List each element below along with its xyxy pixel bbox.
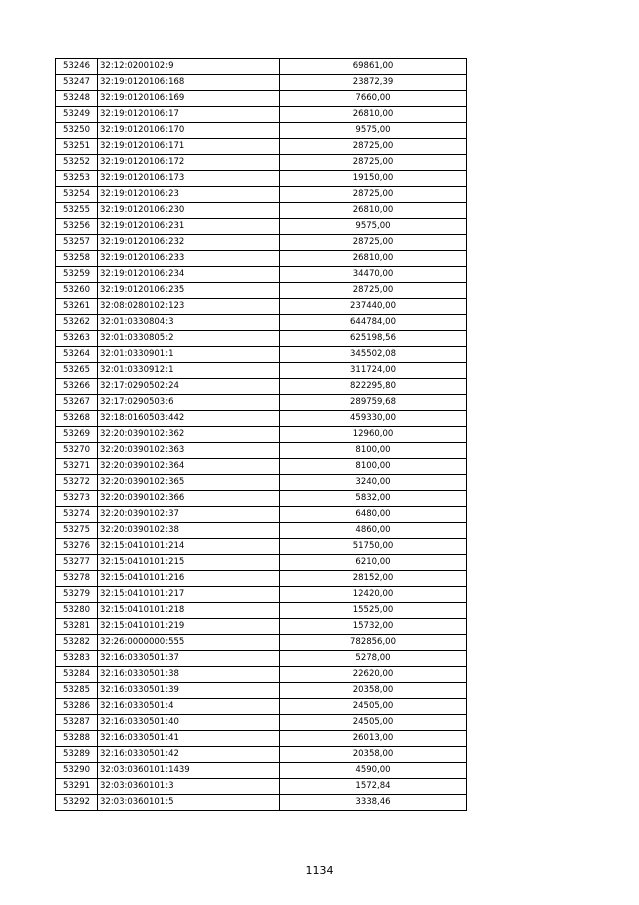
cadastral-number-cell: 32:15:0410101:214: [98, 539, 280, 555]
cadastral-number-cell: 32:16:0330501:37: [98, 651, 280, 667]
table-row: [56, 731, 467, 747]
cadastral-value-cell: 5278,00: [280, 651, 467, 667]
cadastral-value-cell: 20358,00: [280, 747, 467, 763]
cadastral-value-cell: 4860,00: [280, 523, 467, 539]
table-row: [56, 139, 467, 155]
table-row: [56, 155, 467, 171]
row-number-cell: 53266: [56, 379, 98, 395]
cadastral-number-cell: 32:19:0120106:233: [98, 251, 280, 267]
cadastral-number-cell: 32:26:0000000:555: [98, 635, 280, 651]
cadastral-value-cell: 6480,00: [280, 507, 467, 523]
cadastral-number-cell: 32:01:0330805:2: [98, 331, 280, 347]
cadastral-value-cell: 644784,00: [280, 315, 467, 331]
cadastral-number-cell: 32:19:0120106:234: [98, 267, 280, 283]
table-row: [56, 347, 467, 363]
table-row: [56, 107, 467, 123]
row-number-cell: 53252: [56, 155, 98, 171]
row-number-cell: 53275: [56, 523, 98, 539]
cadastral-number-cell: 32:01:0330901:1: [98, 347, 280, 363]
row-number-cell: 53246: [56, 59, 98, 75]
cadastral-number-cell: 32:17:0290503:6: [98, 395, 280, 411]
row-number-cell: 53287: [56, 715, 98, 731]
cadastral-value-cell: 51750,00: [280, 539, 467, 555]
cadastral-number-cell: 32:15:0410101:218: [98, 603, 280, 619]
cadastral-number-cell: 32:20:0390102:37: [98, 507, 280, 523]
table-row: [56, 331, 467, 347]
cadastral-value-cell: 311724,00: [280, 363, 467, 379]
row-number-cell: 53254: [56, 187, 98, 203]
row-number-cell: 53289: [56, 747, 98, 763]
table-row: [56, 539, 467, 555]
cadastral-number-cell: 32:20:0390102:364: [98, 459, 280, 475]
table-row: [56, 315, 467, 331]
row-number-cell: 53263: [56, 331, 98, 347]
cadastral-value-cell: 15525,00: [280, 603, 467, 619]
cadastral-number-cell: 32:08:0280102:123: [98, 299, 280, 315]
cadastral-value-cell: 26810,00: [280, 251, 467, 267]
cadastral-value-cell: 20358,00: [280, 683, 467, 699]
cadastral-value-cell: 12420,00: [280, 587, 467, 603]
row-number-cell: 53268: [56, 411, 98, 427]
table-row: [56, 619, 467, 635]
cadastral-value-cell: 28725,00: [280, 235, 467, 251]
cadastral-value-cell: 15732,00: [280, 619, 467, 635]
table-row: [56, 123, 467, 139]
row-number-cell: 53248: [56, 91, 98, 107]
cadastral-number-cell: 32:03:0360101:1439: [98, 763, 280, 779]
row-number-cell: 53272: [56, 475, 98, 491]
cadastral-number-cell: 32:16:0330501:38: [98, 667, 280, 683]
cadastral-value-cell: 12960,00: [280, 427, 467, 443]
table-row: [56, 763, 467, 779]
row-number-cell: 53290: [56, 763, 98, 779]
row-number-cell: 53270: [56, 443, 98, 459]
page-number: 1134: [305, 864, 334, 877]
table-row: [56, 299, 467, 315]
row-number-cell: 53264: [56, 347, 98, 363]
row-number-cell: 53286: [56, 699, 98, 715]
cadastral-value-cell: 782856,00: [280, 635, 467, 651]
table-row: [56, 251, 467, 267]
table-row: [56, 795, 467, 811]
cadastral-number-cell: 32:19:0120106:230: [98, 203, 280, 219]
cadastral-value-cell: 9575,00: [280, 123, 467, 139]
cadastral-value-cell: 4590,00: [280, 763, 467, 779]
row-number-cell: 53278: [56, 571, 98, 587]
table-row: [56, 395, 467, 411]
cadastral-value-cell: 8100,00: [280, 459, 467, 475]
table-row: [56, 747, 467, 763]
cadastral-value-cell: 26810,00: [280, 107, 467, 123]
row-number-cell: 53247: [56, 75, 98, 91]
cadastral-number-cell: 32:18:0160503:442: [98, 411, 280, 427]
row-number-cell: 53274: [56, 507, 98, 523]
cadastral-number-cell: 32:16:0330501:39: [98, 683, 280, 699]
cadastral-number-cell: 32:19:0120106:171: [98, 139, 280, 155]
cadastral-value-cell: 3338,46: [280, 795, 467, 811]
cadastral-value-cell: 28152,00: [280, 571, 467, 587]
cadastral-value-cell: 625198,56: [280, 331, 467, 347]
cadastral-number-cell: 32:03:0360101:5: [98, 795, 280, 811]
cadastral-value-cell: 9575,00: [280, 219, 467, 235]
cadastral-value-cell: 6210,00: [280, 555, 467, 571]
row-number-cell: 53250: [56, 123, 98, 139]
row-number-cell: 53265: [56, 363, 98, 379]
cadastral-number-cell: 32:16:0330501:41: [98, 731, 280, 747]
row-number-cell: 53262: [56, 315, 98, 331]
cadastral-number-cell: 32:19:0120106:232: [98, 235, 280, 251]
cadastral-value-table: [55, 58, 467, 811]
cadastral-number-cell: 32:01:0330912:1: [98, 363, 280, 379]
cadastral-number-cell: 32:19:0120106:169: [98, 91, 280, 107]
cadastral-number-cell: 32:12:0200102:9: [98, 59, 280, 75]
table-row: [56, 587, 467, 603]
row-number-cell: 53291: [56, 779, 98, 795]
cadastral-value-cell: 28725,00: [280, 187, 467, 203]
cadastral-number-cell: 32:19:0120106:170: [98, 123, 280, 139]
table-row: [56, 411, 467, 427]
table-row: [56, 555, 467, 571]
cadastral-value-cell: 28725,00: [280, 139, 467, 155]
table-row: [56, 603, 467, 619]
cadastral-value-cell: 24505,00: [280, 699, 467, 715]
row-number-cell: 53277: [56, 555, 98, 571]
cadastral-value-cell: 28725,00: [280, 155, 467, 171]
table-row: [56, 507, 467, 523]
cadastral-value-cell: 69861,00: [280, 59, 467, 75]
cadastral-number-cell: 32:20:0390102:365: [98, 475, 280, 491]
cadastral-number-cell: 32:16:0330501:40: [98, 715, 280, 731]
row-number-cell: 53281: [56, 619, 98, 635]
table-row: [56, 459, 467, 475]
table-row: [56, 443, 467, 459]
cadastral-value-cell: 822295,80: [280, 379, 467, 395]
table-row: [56, 171, 467, 187]
row-number-cell: 53261: [56, 299, 98, 315]
row-number-cell: 53285: [56, 683, 98, 699]
table-row: [56, 523, 467, 539]
row-number-cell: 53269: [56, 427, 98, 443]
cadastral-number-cell: 32:15:0410101:215: [98, 555, 280, 571]
row-number-cell: 53280: [56, 603, 98, 619]
cadastral-value-cell: 26810,00: [280, 203, 467, 219]
table-row: [56, 379, 467, 395]
cadastral-value-cell: 1572,84: [280, 779, 467, 795]
row-number-cell: 53259: [56, 267, 98, 283]
row-number-cell: 53257: [56, 235, 98, 251]
table-row: [56, 571, 467, 587]
row-number-cell: 53279: [56, 587, 98, 603]
row-number-cell: 53260: [56, 283, 98, 299]
table-row: [56, 187, 467, 203]
table-row: [56, 779, 467, 795]
table-row: [56, 683, 467, 699]
cadastral-value-cell: 22620,00: [280, 667, 467, 683]
cadastral-number-cell: 32:19:0120106:173: [98, 171, 280, 187]
cadastral-number-cell: 32:20:0390102:363: [98, 443, 280, 459]
table-row: [56, 715, 467, 731]
row-number-cell: 53253: [56, 171, 98, 187]
cadastral-number-cell: 32:16:0330501:4: [98, 699, 280, 715]
cadastral-value-cell: 345502,08: [280, 347, 467, 363]
row-number-cell: 53255: [56, 203, 98, 219]
cadastral-value-cell: 24505,00: [280, 715, 467, 731]
cadastral-value-cell: 8100,00: [280, 443, 467, 459]
cadastral-number-cell: 32:19:0120106:168: [98, 75, 280, 91]
cadastral-value-cell: 7660,00: [280, 91, 467, 107]
row-number-cell: 53273: [56, 491, 98, 507]
cadastral-number-cell: 32:03:0360101:3: [98, 779, 280, 795]
cadastral-number-cell: 32:15:0410101:219: [98, 619, 280, 635]
cadastral-value-cell: 237440,00: [280, 299, 467, 315]
cadastral-number-cell: 32:16:0330501:42: [98, 747, 280, 763]
cadastral-number-cell: 32:19:0120106:17: [98, 107, 280, 123]
table-row: [56, 219, 467, 235]
row-number-cell: 53276: [56, 539, 98, 555]
table-row: [56, 699, 467, 715]
cadastral-number-cell: 32:19:0120106:172: [98, 155, 280, 171]
row-number-cell: 53258: [56, 251, 98, 267]
cadastral-number-cell: 32:01:0330804:3: [98, 315, 280, 331]
cadastral-number-cell: 32:17:0290502:24: [98, 379, 280, 395]
cadastral-value-cell: 3240,00: [280, 475, 467, 491]
table-row: [56, 475, 467, 491]
table-row: [56, 283, 467, 299]
cadastral-number-cell: 32:20:0390102:38: [98, 523, 280, 539]
row-number-cell: 53256: [56, 219, 98, 235]
row-number-cell: 53271: [56, 459, 98, 475]
row-number-cell: 53288: [56, 731, 98, 747]
table-row: [56, 203, 467, 219]
row-number-cell: 53267: [56, 395, 98, 411]
cadastral-number-cell: 32:19:0120106:23: [98, 187, 280, 203]
table-row: [56, 651, 467, 667]
cadastral-value-cell: 28725,00: [280, 283, 467, 299]
row-number-cell: 53284: [56, 667, 98, 683]
cadastral-number-cell: 32:20:0390102:362: [98, 427, 280, 443]
cadastral-value-cell: 5832,00: [280, 491, 467, 507]
cadastral-value-cell: 34470,00: [280, 267, 467, 283]
table-row: [56, 75, 467, 91]
row-number-cell: 53292: [56, 795, 98, 811]
row-number-cell: 53251: [56, 139, 98, 155]
cadastral-number-cell: 32:19:0120106:235: [98, 283, 280, 299]
table-row: [56, 91, 467, 107]
table-row: [56, 267, 467, 283]
cadastral-value-cell: 289759,68: [280, 395, 467, 411]
table-row: [56, 635, 467, 651]
cadastral-value-cell: 459330,00: [280, 411, 467, 427]
table-row: [56, 491, 467, 507]
cadastral-number-cell: 32:15:0410101:217: [98, 587, 280, 603]
cadastral-number-cell: 32:20:0390102:366: [98, 491, 280, 507]
table-row: [56, 59, 467, 75]
cadastral-value-cell: 26013,00: [280, 731, 467, 747]
table-row: [56, 363, 467, 379]
row-number-cell: 53282: [56, 635, 98, 651]
cadastral-number-cell: 32:19:0120106:231: [98, 219, 280, 235]
table-row: [56, 427, 467, 443]
table-body: [56, 59, 467, 811]
cadastral-value-cell: 19150,00: [280, 171, 467, 187]
table-row: [56, 667, 467, 683]
cadastral-value-cell: 23872,39: [280, 75, 467, 91]
row-number-cell: 53283: [56, 651, 98, 667]
row-number-cell: 53249: [56, 107, 98, 123]
cadastral-number-cell: 32:15:0410101:216: [98, 571, 280, 587]
table-row: [56, 235, 467, 251]
